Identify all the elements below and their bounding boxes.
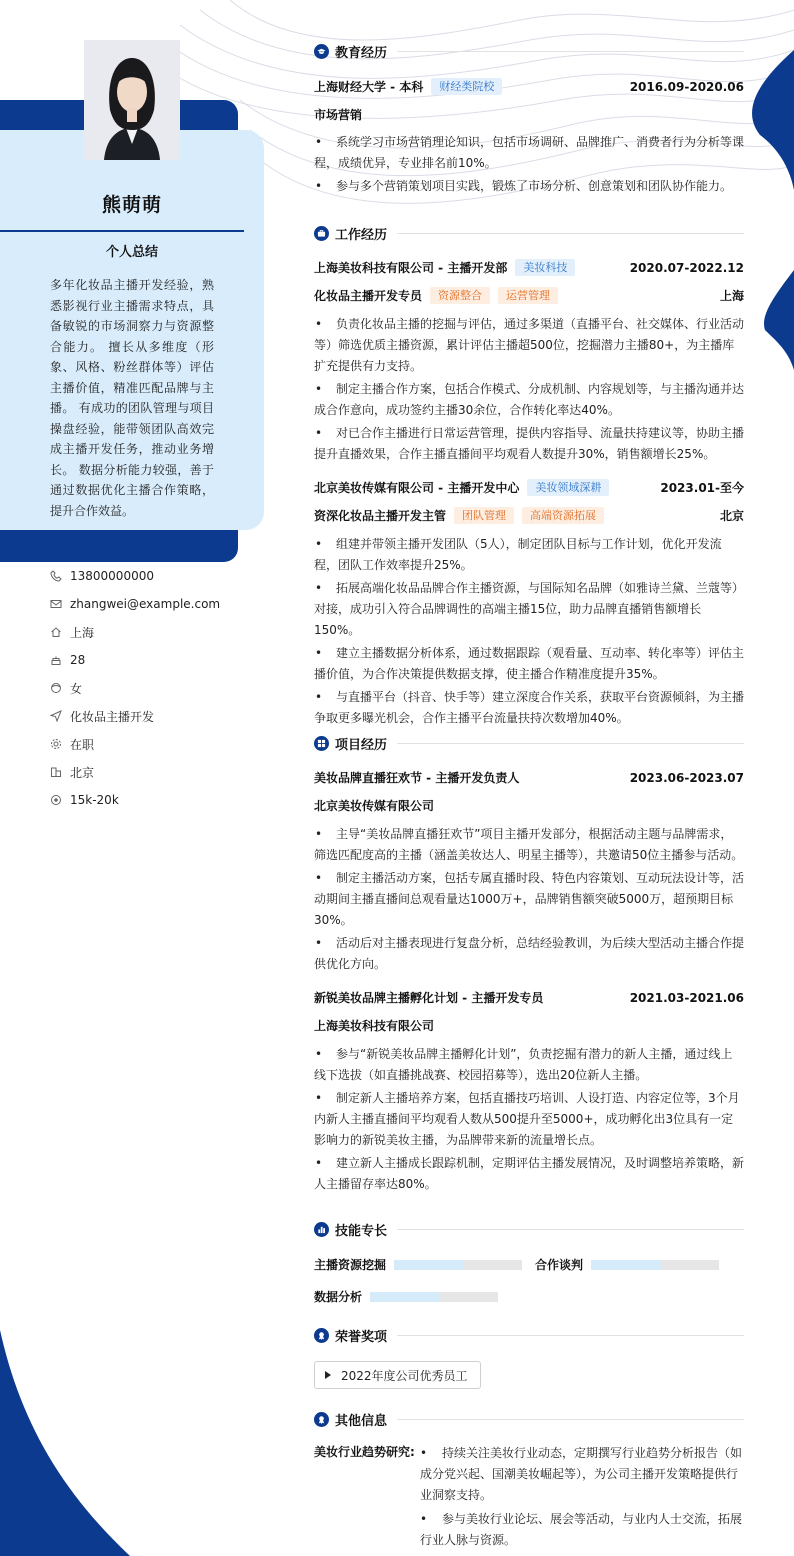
profile-name: 熊萌萌 bbox=[101, 194, 162, 216]
list-item: • 主导“美妆品牌直播狂欢节”项目主播开发部分，根据活动主题与品牌需求，筛选匹配度高的主播（涵盖美妆达人、明星主播等），共邀请50位主播参与活动。 bbox=[314, 827, 744, 862]
list-item: • 制定主播活动方案，包括专属直播时段、特色内容策划、互动玩法设计等，活动期间主播直播间总观看量达1000万+，品牌销售额突破5000万，超预期目标30%。 bbox=[314, 871, 745, 927]
education-date: 2016.09-2020.06 bbox=[629, 79, 744, 94]
info-item-position bbox=[50, 702, 250, 730]
work-header bbox=[314, 224, 744, 243]
project-bullets bbox=[314, 824, 744, 977]
send-icon bbox=[50, 710, 62, 722]
list-item: • 制定主播合作方案，包括合作模式、分成机制、内容规划等，与主播沟通并达成合作意向，成功签约主播30余位，合作转化率达40%。 bbox=[314, 382, 745, 417]
email-icon bbox=[50, 598, 62, 610]
skill-tag: 资源整合 bbox=[430, 287, 490, 304]
section-divider bbox=[397, 1419, 744, 1420]
award-badge bbox=[314, 1361, 481, 1389]
skill-item bbox=[535, 1256, 719, 1273]
skill-bar-fill bbox=[394, 1260, 464, 1270]
project-org: 北京美妆传媒有限公司 bbox=[314, 799, 435, 813]
job-city: 上海 bbox=[719, 289, 744, 303]
position-name: 化妆品主播开发专员 bbox=[314, 289, 423, 303]
list-item: • 制定新人主播培养方案，包括直播技巧培训、人设打造、内容定位等，3个月内新人主播直播间平均观看人数从500提升至5000+，成功孵化出3位具有一定影响力的新锐美妆主播，为品牌带来新的流量增长点。 bbox=[314, 1091, 740, 1147]
avatar-portrait-icon bbox=[84, 40, 180, 160]
profile-photo bbox=[84, 40, 180, 160]
gender-icon bbox=[50, 682, 62, 694]
home-icon bbox=[50, 626, 62, 638]
project-row bbox=[314, 989, 744, 1006]
section-divider bbox=[397, 1229, 744, 1230]
skill-item bbox=[314, 1256, 522, 1273]
city-icon bbox=[50, 766, 62, 778]
skill-tag: 运营管理 bbox=[498, 287, 558, 304]
section-divider bbox=[397, 1335, 744, 1336]
section-title: 教育经历 bbox=[335, 46, 388, 61]
job-bullets bbox=[314, 534, 744, 731]
info-text: 上海 bbox=[70, 625, 95, 640]
bar-chart-icon bbox=[314, 1222, 329, 1237]
project-org: 上海美妆科技有限公司 bbox=[314, 1019, 435, 1033]
other-header bbox=[314, 1410, 744, 1429]
list-item: • 活动后对主播表现进行复盘分析，总结经验教训，为后续大型活动主播合作提供优化方向。 bbox=[314, 936, 745, 971]
school-name: 上海财经大学 - 本科 bbox=[314, 80, 424, 94]
list-item: • 参与美妆行业论坛、展会等活动，与业内人士交流，拓展行业人脉与资源。 bbox=[420, 1512, 743, 1547]
section-title: 技能专长 bbox=[335, 1224, 388, 1239]
section-title: 工作经历 bbox=[335, 228, 388, 243]
list-item: • 负责化妆品主播的挖掘与评估，通过多渠道（直播平台、社交媒体、行业活动等）筛选优质主播资源，累计评估主播超500位，挖掘潜力主播80+，为主播库扩充提供有力支持。 bbox=[314, 317, 745, 373]
skill-name: 合作谈判 bbox=[535, 1258, 584, 1272]
position-row bbox=[314, 287, 744, 304]
skills-header bbox=[314, 1220, 744, 1239]
skill-tag: 团队管理 bbox=[454, 507, 514, 524]
skill-bar-fill bbox=[591, 1260, 661, 1270]
job-city: 北京 bbox=[719, 509, 744, 523]
company-name: 北京美妆传媒有限公司 - 主播开发中心 bbox=[314, 481, 520, 495]
info-item-email bbox=[50, 590, 250, 618]
graduation-cap-icon bbox=[314, 44, 329, 59]
info-text: 28 bbox=[70, 653, 86, 667]
list-item: • 建立主播数据分析体系，通过数据跟踪（观看量、互动率、转化率等）评估主播价值，为合作决策提供数据支撑，使主播合作精准度提升35%。 bbox=[314, 646, 745, 681]
info-text: 15k-20k bbox=[70, 793, 119, 807]
project-name: 美妆品牌直播狂欢节 - 主播开发负责人 bbox=[314, 771, 520, 785]
skill-name: 主播资源挖掘 bbox=[314, 1258, 387, 1272]
company-name: 上海美妆科技有限公司 - 主播开发部 bbox=[314, 261, 508, 275]
skill-name: 数据分析 bbox=[314, 1290, 363, 1304]
company-tag: 美妆科技 bbox=[515, 259, 575, 276]
info-item-home bbox=[50, 618, 250, 646]
info-item-gender bbox=[50, 674, 250, 702]
info-item-status bbox=[50, 730, 250, 758]
list-item: • 与直播平台（抖音、快手等）建立深度合作关系，获取平台资源倾斜，为主播争取更多曝光机会，合作主播平台流量扶持次数增加40%。 bbox=[314, 690, 745, 725]
job-row bbox=[314, 479, 744, 496]
info-text: 化妆品主播开发 bbox=[70, 709, 155, 724]
info-item-phone bbox=[50, 562, 250, 590]
briefcase-icon bbox=[314, 226, 329, 241]
age-icon bbox=[50, 654, 62, 666]
list-item: • 建立新人主播成长跟踪机制，定期评估主播发展情况，及时调整培养策略，新人主播留存率达80%。 bbox=[314, 1156, 745, 1191]
info-item-city bbox=[50, 758, 250, 786]
info-text: 北京 bbox=[70, 765, 95, 780]
project-org-row bbox=[314, 797, 744, 814]
grid-icon bbox=[314, 736, 329, 751]
position-name: 资深化妆品主播开发主管 bbox=[314, 509, 447, 523]
education-row bbox=[314, 78, 744, 95]
section-title: 项目经历 bbox=[335, 738, 388, 753]
info-item-salary bbox=[50, 786, 250, 814]
skill-bar bbox=[591, 1260, 719, 1270]
project-date: 2021.03-2021.06 bbox=[629, 990, 744, 1005]
project-bullets bbox=[314, 1044, 744, 1197]
section-title: 荣誉奖项 bbox=[335, 1330, 388, 1345]
position-row bbox=[314, 507, 744, 524]
project-row bbox=[314, 769, 744, 786]
skill-bar bbox=[370, 1292, 498, 1302]
job-row bbox=[314, 259, 744, 276]
award-icon bbox=[314, 1328, 329, 1343]
list-item: • 持续关注美妆行业动态，定期撰写行业趋势分析报告（如成分党兴起、国潮美妆崛起等），为公司主播开发策略提供行业洞察支持。 bbox=[420, 1446, 743, 1502]
company-tag: 美妆领域深耕 bbox=[527, 479, 609, 496]
other-bullets bbox=[420, 1443, 744, 1554]
section-divider bbox=[397, 743, 744, 744]
list-item: • 系统学习市场营销理论知识，包括市场调研、品牌推广、消费者行为分析等课程，成绩优异，专业排名前10%。 bbox=[314, 135, 745, 170]
award-text: 2022年度公司优秀员工 bbox=[341, 1368, 468, 1383]
job-date: 2023.01-至今 bbox=[660, 481, 744, 495]
play-triangle-icon bbox=[325, 1371, 331, 1379]
phone-icon bbox=[50, 570, 62, 582]
info-text: zhangwei@example.com bbox=[70, 597, 221, 611]
education-bullets bbox=[314, 132, 744, 199]
skill-item bbox=[314, 1288, 498, 1305]
project-date: 2023.06-2023.07 bbox=[629, 770, 744, 785]
status-icon bbox=[50, 738, 62, 750]
salary-icon bbox=[50, 794, 62, 806]
major-name: 市场营销 bbox=[314, 108, 363, 122]
skill-bar-fill bbox=[370, 1292, 440, 1302]
info-text: 在职 bbox=[70, 737, 95, 752]
education-header bbox=[314, 42, 744, 61]
summary-title: 个人总结 bbox=[105, 245, 158, 260]
section-divider bbox=[397, 51, 744, 52]
section-title: 其他信息 bbox=[335, 1414, 388, 1429]
skill-tag: 高端资源拓展 bbox=[522, 507, 604, 524]
honors-header bbox=[314, 1326, 744, 1345]
name-divider bbox=[0, 230, 244, 232]
info-text: 13800000000 bbox=[70, 569, 154, 583]
summary-text: 多年化妆品主播开发经验，熟悉影视行业主播需求特点，具备敏锐的市场洞察力与资源整合能力。 擅长从多维度（形象、风格、粉丝群体等）评估主播价值，精准匹配品牌与主播。 有成功的团队管理与项目操盘经验，能带领团队高效完成主播开发任务，推动业务增长。 数据分析能力较强，善于通过数据优化主播合作策略，提升合作效益。 bbox=[50, 278, 214, 518]
job-date: 2020.07-2022.12 bbox=[629, 260, 744, 275]
list-item: • 参与多个营销策划项目实践，锻炼了市场分析、创意策划和团队协作能力。 bbox=[315, 179, 733, 193]
skill-bar bbox=[394, 1260, 522, 1270]
other-label: 美妆行业趋势研究: bbox=[314, 1445, 415, 1459]
award-icon bbox=[314, 1412, 329, 1427]
job-bullets bbox=[314, 314, 744, 467]
projects-header bbox=[314, 734, 744, 753]
contact-info-list bbox=[50, 562, 250, 814]
school-tag: 财经类院校 bbox=[431, 78, 502, 95]
major-row bbox=[314, 106, 744, 123]
info-item-age bbox=[50, 646, 250, 674]
info-text: 女 bbox=[70, 681, 83, 696]
list-item: • 对已合作主播进行日常运营管理，提供内容指导、流量扶持建议等，协助主播提升直播效果，合作主播直播间平均观看人数提升30%，销售额增长25%。 bbox=[314, 426, 745, 461]
project-org-row bbox=[314, 1017, 744, 1034]
list-item: • 组建并带领主播开发团队（5人），制定团队目标与工作计划，优化开发流程，团队工作效率提升25%。 bbox=[314, 537, 722, 572]
list-item: • 拓展高端化妆品品牌合作主播资源，与国际知名品牌（如雅诗兰黛、兰蔻等）对接，成功引入符合品牌调性的高端主播15位，助力品牌直播销售额增长150%。 bbox=[314, 581, 745, 637]
section-divider bbox=[397, 233, 744, 234]
project-name: 新锐美妆品牌主播孵化计划 - 主播开发专员 bbox=[314, 991, 544, 1005]
list-item: • 参与“新锐美妆品牌主播孵化计划”，负责挖掘有潜力的新人主播，通过线上线下选拔（如直播挑战赛、校园招募等），选出20位新人主播。 bbox=[314, 1047, 733, 1082]
